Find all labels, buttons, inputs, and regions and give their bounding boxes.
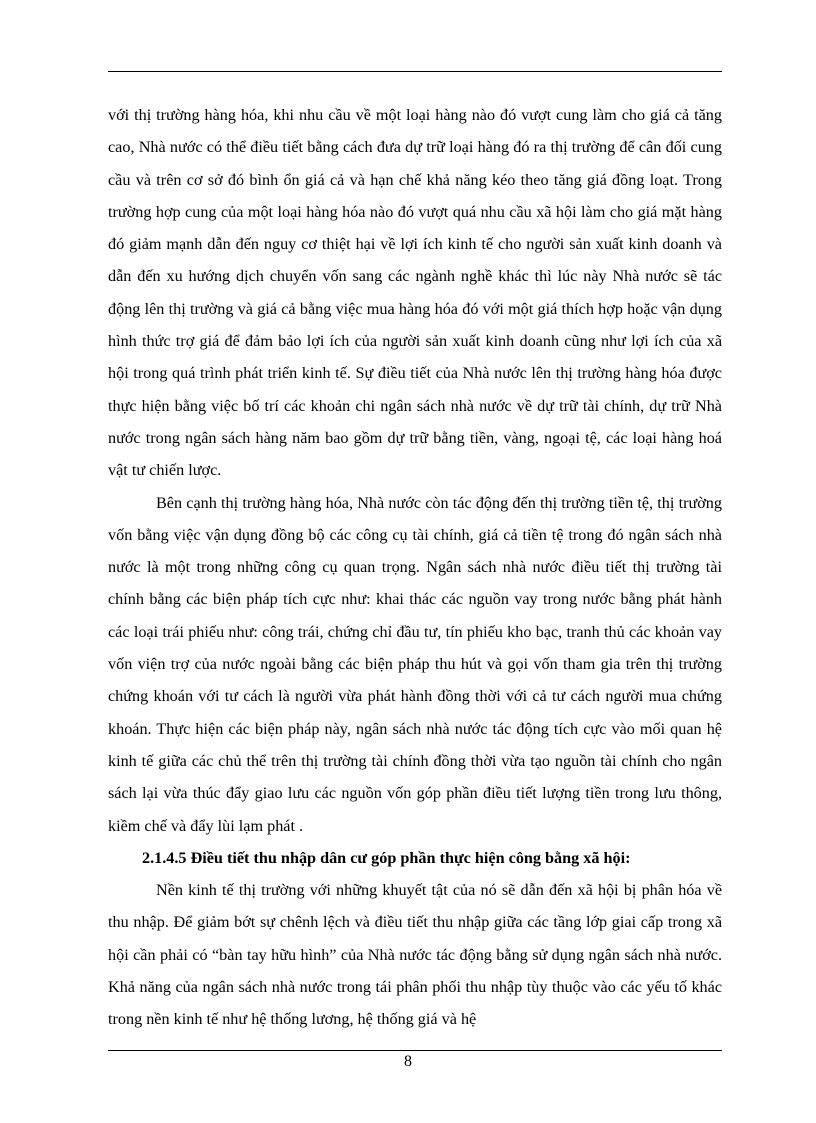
page-number: 8 [404, 1053, 412, 1070]
paragraph-financial-market: Bên cạnh thị trường hàng hóa, Nhà nước còn tác động đến thị trường tiền tệ, thị trường vốn bằng việc vận dụng đồng bộ các công cụ tài chính, giá cả tiền tệ trong đó ngân sách nhà nước là một trong những công cụ quan trọng. Ngân sách nhà nước điều tiết thị trường tài chính bằng các biện pháp tích cực như: khai thác các nguồn vay trong nước bằng phát hành các loại trái phiếu như: công trái, chứng chỉ đầu tư, tín phiếu kho bạc, tranh thủ các khoản vay vốn viện trợ của nước ngoài bằng các biện pháp thu hút và gọi vốn tham gia trên thị trường chứng khoán với tư cách là người vừa phát hành đồng thời với cả tư cách người mua chứng khoán. Thực hiện các biện pháp này, ngân sách nhà nước tác động tích cực vào mối quan hệ kinh tế giữa các chủ thể trên thị trường tài chính đồng thời vừa tạo nguồn tài chính cho ngân sách lại vừa thúc đẩy giao lưu các nguồn vốn góp phần điều tiết lượng tiền trong lưu thông, kiềm chế và đẩy lùi lạm phát . [108, 493, 722, 835]
section-heading: 2.1.4.5 Điều tiết thu nhập dân cư góp phần thực hiện công bằng xã hội: [142, 848, 631, 867]
paragraph-market-goods: với thị trường hàng hóa, khi nhu cầu về một loại hàng nào đó vượt cung làm cho giá cả tăng cao, Nhà nước có thể điều tiết bằng cách đưa dự trữ loại hàng đó ra thị trường để cân đối cung cầu và trên cơ sở đó bình ổn giá cả và hạn chế khả năng kéo theo tăng giá đồng loạt. Trong trường hợp cung của một loại hàng hóa nào đó vượt quá nhu cầu xã hội làm cho giá mặt hàng đó giảm mạnh dẫn đến nguy cơ thiệt hại về lợi ích kinh tế cho người sản xuất kinh doanh và dẫn đến xu hướng dịch chuyển vốn sang các ngành nghề khác thì lúc này Nhà nước sẽ tác động lên thị trường và giá cả bằng việc mua hàng hóa đó với một giá thích hợp hoặc vận dụng hình thức trợ giá để đảm bảo lợi ích của người sản xuất kinh doanh cũng như lợi ích của xã hội trong quá trình phát triển kinh tế. Sự điều tiết của Nhà nước lên thị trường hàng hóa được thực hiện bằng việc bố trí các khoản chi ngân sách nhà nước về dự trữ tài chính, dự trữ Nhà nước trong ngân sách hàng năm bao gồm dự trữ bằng tiền, vàng, ngoại tệ, các loại hàng hoá vật tư chiến lược. [108, 106, 722, 480]
document-body [108, 99, 722, 1036]
header-rule [108, 71, 722, 72]
footer-rule [108, 1050, 722, 1051]
paragraph-income-regulation: Nền kinh tế thị trường với những khuyết tật của nó sẽ dẫn đến xã hội bị phân hóa về thu nhập. Để giảm bớt sự chênh lệch và điều tiết thu nhập giữa các tầng lớp giai cấp trong xã hội cần phải có “bàn tay hữu hình” của Nhà nước tác động bằng sử dụng ngân sách nhà nước. Khả năng của ngân sách nhà nước trong tái phân phối thu nhập tùy thuộc vào các yếu tố khác trong nền kinh tế như hệ thống lương, hệ thống giá và hệ [108, 881, 722, 1029]
